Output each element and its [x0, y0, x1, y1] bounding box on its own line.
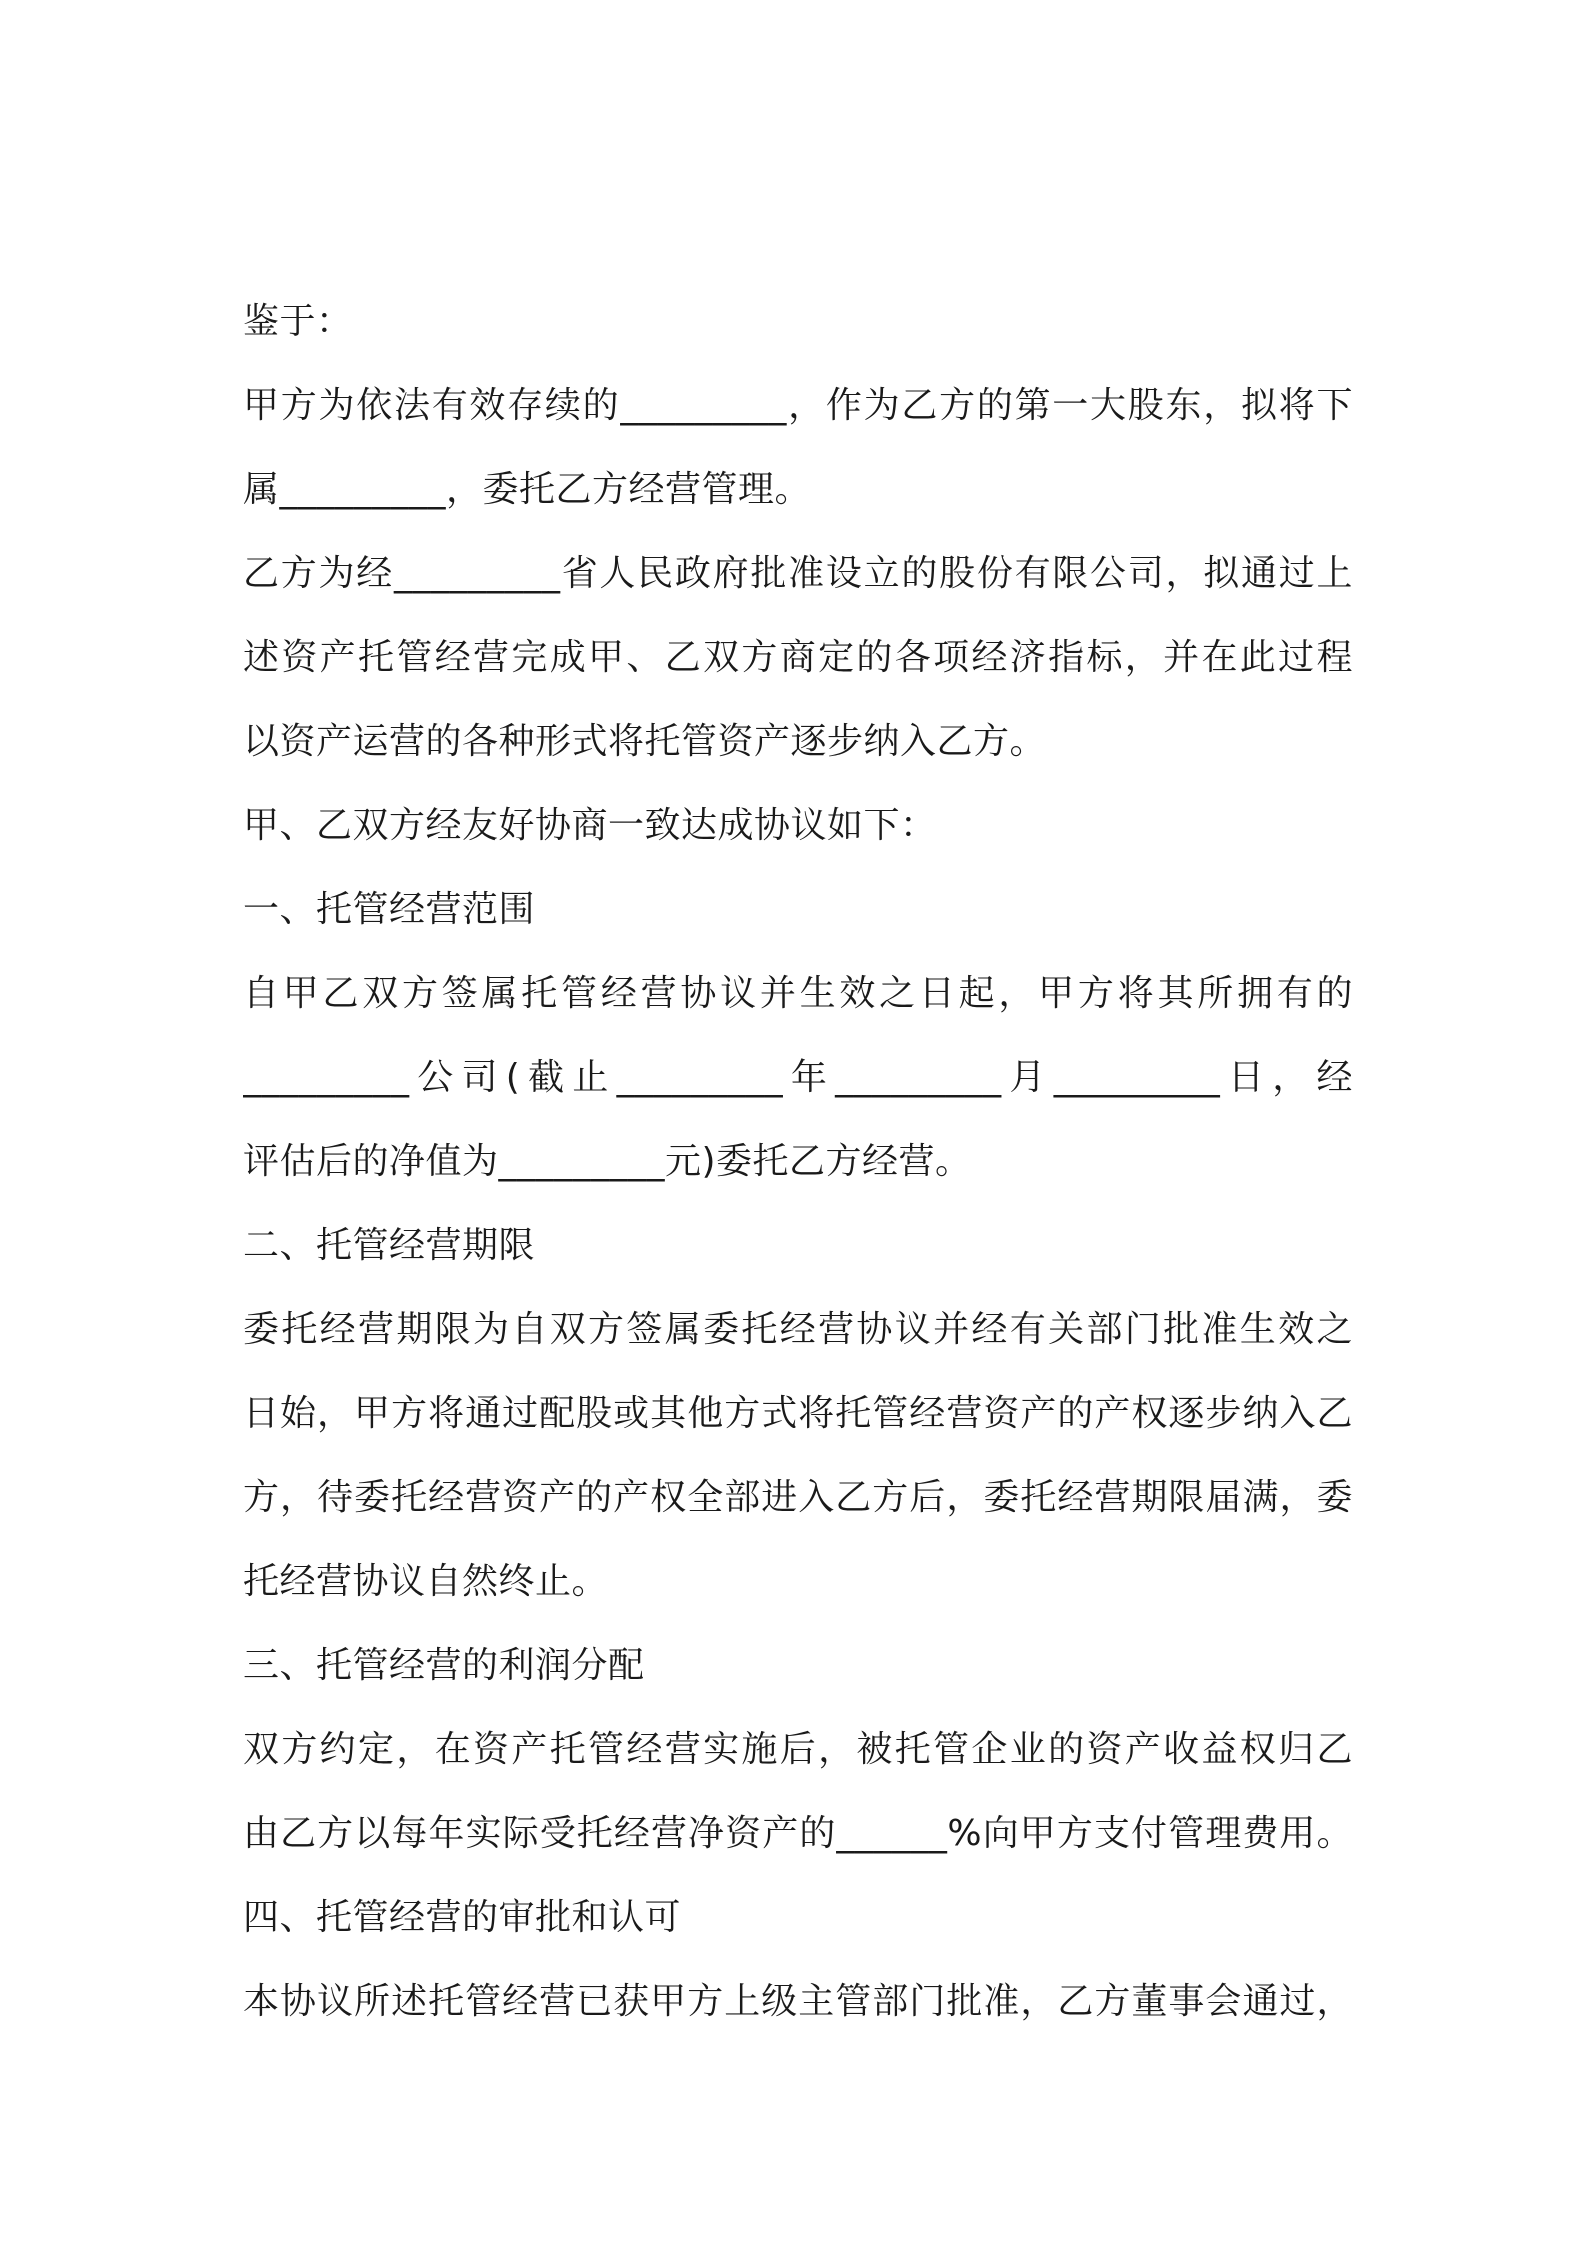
text-line: 述资产托管经营完成甲、乙双方商定的各项经济指标，并在此过程 [243, 637, 1353, 678]
document-body [243, 280, 1353, 2044]
text-line: 方，待委托经营资产的产权全部进入乙方后，委托经营期限届满，委 [243, 1477, 1353, 1518]
section-heading: 三、托管经营的利润分配 [243, 1645, 645, 1686]
section-heading: 一、托管经营范围 [243, 889, 536, 930]
text-line: 鉴于： [243, 301, 353, 342]
text-line: 双方约定，在资产托管经营实施后，被托管企业的资产收益权归乙 [243, 1729, 1353, 1770]
text-line: 日始，甲方将通过配股或其他方式将托管经营资产的产权逐步纳入乙 [243, 1393, 1353, 1434]
section-heading: 四、托管经营的审批和认可 [243, 1897, 682, 1938]
text-line: _________公司(截止_________年_________月_________日，经 [243, 1057, 1353, 1098]
text-line: 甲、乙双方经友好协商一致达成协议如下： [243, 805, 937, 846]
text-line: 本协议所述托管经营已获甲方上级主管部门批准，乙方董事会通过， [243, 1981, 1353, 2022]
text-line: 以资产运营的各种形式将托管资产逐步纳入乙方。 [243, 721, 1047, 762]
text-line: 托经营协议自然终止。 [243, 1561, 609, 1602]
text-line: 自甲乙双方签属托管经营协议并生效之日起，甲方将其所拥有的 [243, 973, 1353, 1014]
text-line: 属_________，委托乙方经营管理。 [243, 469, 812, 510]
text-line: 由乙方以每年实际受托经营净资产的______%向甲方支付管理费用。 [243, 1813, 1353, 1854]
text-line: 评估后的净值为_________元)委托乙方经营。 [243, 1141, 972, 1182]
text-line: 委托经营期限为自双方签属委托经营协议并经有关部门批准生效之 [243, 1309, 1353, 1350]
text-line: 乙方为经_________省人民政府批准设立的股份有限公司，拟通过上 [243, 553, 1353, 594]
text-line: 甲方为依法有效存续的_________，作为乙方的第一大股东，拟将下 [243, 385, 1353, 426]
section-heading: 二、托管经营期限 [243, 1225, 536, 1266]
